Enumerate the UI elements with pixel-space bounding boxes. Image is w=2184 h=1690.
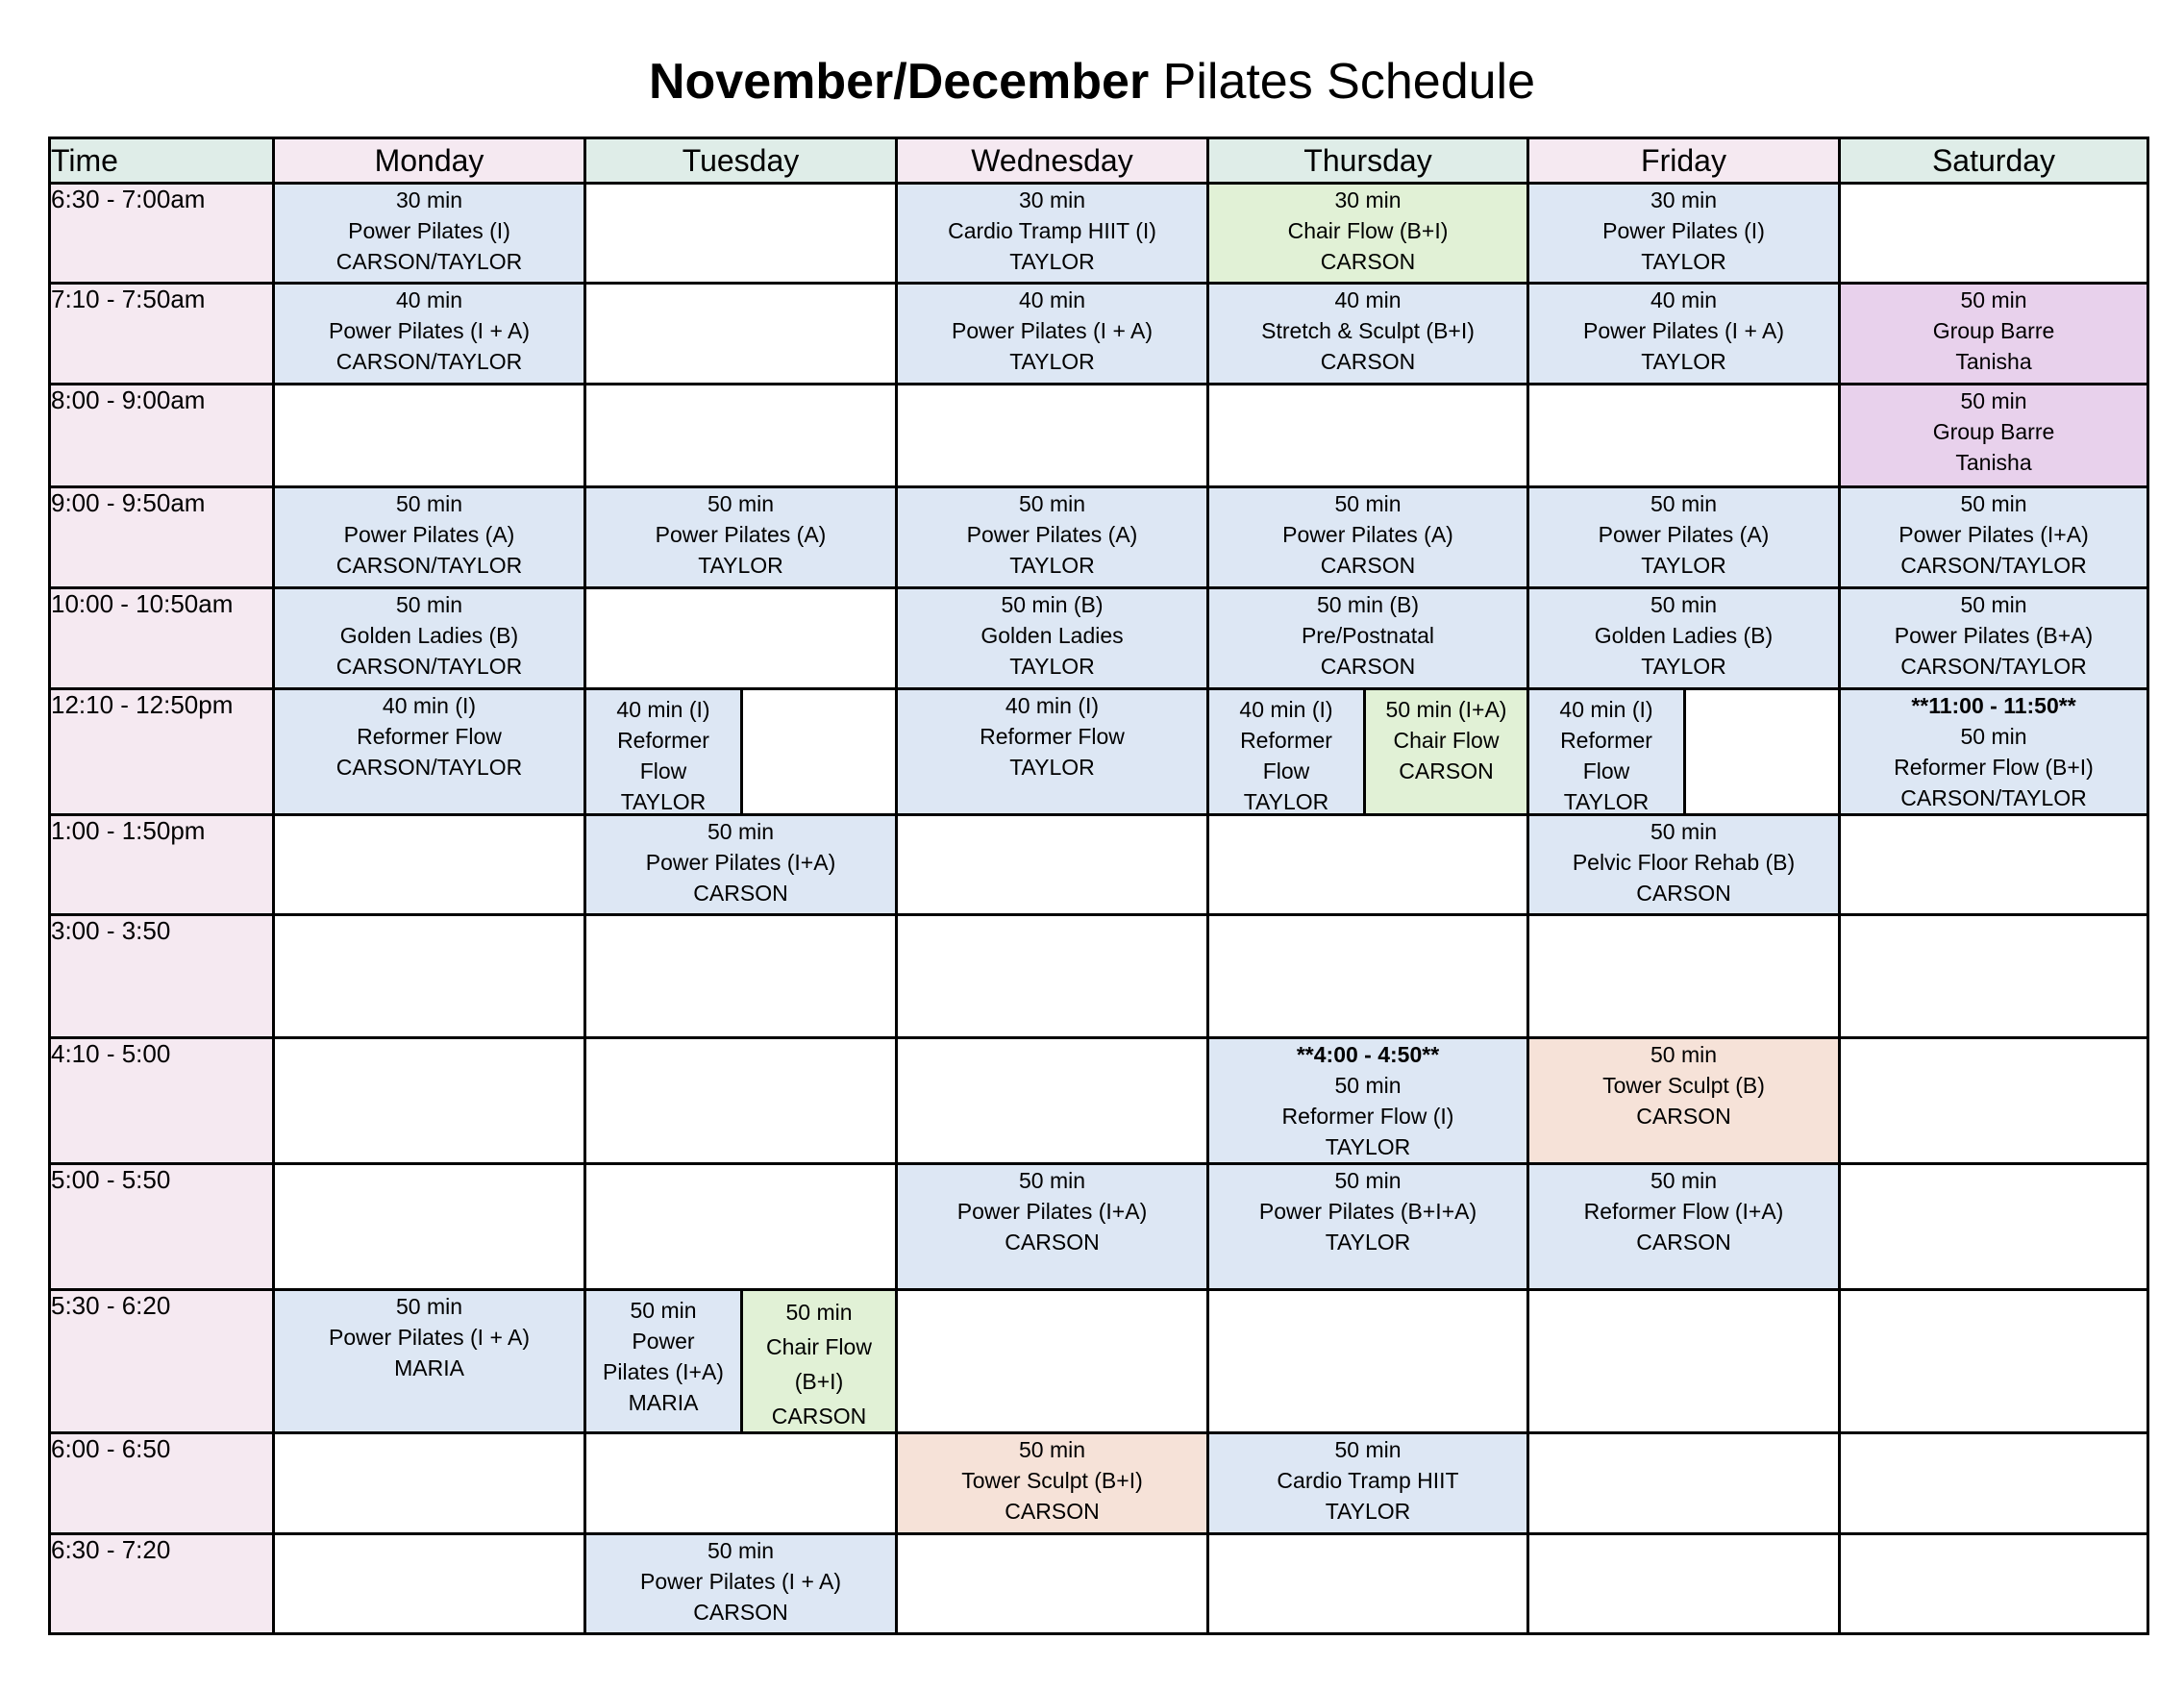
class-line: 50 min [1650, 1042, 1718, 1067]
class-line: Power Pilates (I) [1602, 218, 1765, 243]
class-line: 50 min [1334, 1168, 1402, 1193]
class-cell-friday [1528, 1433, 1840, 1534]
class-line: TAYLOR [1641, 553, 1726, 578]
class-cell-wednesday [897, 815, 1208, 915]
class-cell-saturday [1840, 588, 2148, 689]
class-line: CARSON/TAYLOR [335, 553, 523, 578]
class-line: 50 min (I+A) [1385, 697, 1507, 722]
time-slot-label: 1:00 - 1:50pm [50, 815, 274, 915]
class-cell-monday [274, 1534, 585, 1634]
class-line: Pilates (I+A) [603, 1359, 724, 1384]
time-slot-label: 6:30 - 7:20 [50, 1534, 274, 1634]
class-line: CARSON/TAYLOR [335, 654, 523, 679]
class-cell-monday [274, 1164, 585, 1290]
class-line: TAYLOR [1641, 349, 1726, 374]
class-cell-thursday [1208, 1038, 1528, 1164]
class-line: 50 min [1018, 1168, 1086, 1193]
time-slot-label: 7:10 - 7:50am [50, 284, 274, 385]
class-cell-friday [1528, 487, 1840, 588]
class-line: Golden Ladies (B) [339, 623, 519, 648]
class-line: Power Pilates (A) [1282, 522, 1453, 547]
class-cell-tuesday [585, 915, 897, 1038]
time-slot-label: 9:00 - 9:50am [50, 487, 274, 588]
class-cell-monday [274, 1038, 585, 1164]
class-cell-thursday [1208, 815, 1528, 915]
class-line: Power Pilates (I+A) [1899, 522, 2089, 547]
class-cell-tuesday [585, 1164, 897, 1290]
class-line: TAYLOR [1325, 1499, 1411, 1524]
schedule-row [50, 689, 2148, 815]
class-line: Tanisha [1955, 450, 2032, 475]
class-line: 50 min [1018, 491, 1086, 516]
class-line: 40 min (I) [616, 697, 710, 722]
schedule-row [50, 1433, 2148, 1534]
class-cell-tuesday [585, 815, 897, 915]
class-line: Power Pilates (A) [1598, 522, 1770, 547]
class-line: 30 min [1650, 187, 1718, 212]
class-cell-tuesday [585, 588, 897, 689]
time-slot-label: 6:00 - 6:50 [50, 1433, 274, 1534]
class-cell-friday [1528, 1534, 1840, 1634]
class-line: Power Pilates (I + A) [952, 318, 1153, 343]
class-line: 30 min [395, 187, 463, 212]
class-cell-monday [274, 588, 585, 689]
class-line: 40 min (I) [1005, 693, 1100, 718]
class-line: 50 min [395, 491, 463, 516]
class-cell-saturday [1840, 1534, 2148, 1634]
class-cell-wednesday [897, 588, 1208, 689]
schedule-row [50, 184, 2148, 284]
class-line: Flow [1262, 758, 1310, 783]
class-line: TAYLOR [1563, 789, 1650, 814]
class-line: TAYLOR [1009, 553, 1095, 578]
class-cell-monday [274, 487, 585, 588]
class-cell-friday [1528, 1164, 1840, 1290]
time-slot-label: 5:30 - 6:20 [50, 1290, 274, 1433]
class-cell-saturday [1840, 815, 2148, 915]
class-line: Flow [1582, 758, 1630, 783]
class-cell-thursday [1208, 284, 1528, 385]
class-line: Power Pilates (B+I+A) [1258, 1199, 1477, 1224]
class-line: MARIA [628, 1390, 699, 1415]
class-cell-thursday [1208, 588, 1528, 689]
class-cell-friday [1528, 184, 1840, 284]
class-cell-wednesday [897, 284, 1208, 385]
class-cell-tuesday [585, 1433, 897, 1534]
class-line: 50 min [707, 1538, 775, 1563]
class-line: 50 min [707, 819, 775, 844]
class-line: TAYLOR [698, 553, 783, 578]
class-line: CARSON [1005, 1499, 1100, 1524]
class-sub-cell [740, 690, 895, 813]
class-line: Power Pilates (I+A) [956, 1199, 1148, 1224]
class-line: TAYLOR [1325, 1230, 1411, 1255]
class-cell-saturday [1840, 1038, 2148, 1164]
class-line: MARIA [394, 1355, 464, 1380]
class-line: 50 min [785, 1300, 853, 1325]
class-line: CARSON [1399, 758, 1494, 783]
class-line: Tower Sculpt (B+I) [961, 1468, 1143, 1493]
class-cell-saturday [1840, 184, 2148, 284]
class-line: Group Barre [1932, 419, 2055, 444]
class-line: 50 min [1960, 592, 2027, 617]
class-cell-wednesday [897, 1038, 1208, 1164]
class-cell-wednesday [897, 689, 1208, 815]
class-cell-wednesday [897, 1290, 1208, 1433]
class-line: CARSON/TAYLOR [1900, 553, 2087, 578]
class-line: Tower Sculpt (B) [1602, 1073, 1765, 1098]
class-cell-thursday [1208, 1433, 1528, 1534]
class-line: 40 min [395, 287, 463, 312]
schedule-row [50, 1290, 2148, 1433]
schedule-row [50, 915, 2148, 1038]
class-line: Flow [639, 758, 687, 783]
class-line: 50 min [630, 1298, 697, 1323]
header-wednesday: Wednesday [897, 138, 1208, 184]
class-line: TAYLOR [1325, 1134, 1411, 1159]
class-line: CARSON/TAYLOR [1900, 785, 2087, 810]
class-line: Reformer [1560, 728, 1652, 753]
class-cell-monday [274, 1433, 585, 1534]
class-cell-friday [1528, 1038, 1840, 1164]
time-slot-label: 5:00 - 5:50 [50, 1164, 274, 1290]
class-line: Reformer [1240, 728, 1332, 753]
class-line: Stretch & Sculpt (B+I) [1261, 318, 1475, 343]
class-line: 50 min [1960, 724, 2027, 749]
class-line: Cardio Tramp HIIT (I) [948, 218, 1156, 243]
schedule-row [50, 815, 2148, 915]
class-cell-monday [274, 284, 585, 385]
time-slot-label: 8:00 - 9:00am [50, 385, 274, 487]
class-line: Reformer [617, 728, 709, 753]
class-line: TAYLOR [1641, 654, 1726, 679]
class-cell-friday [1528, 689, 1840, 815]
time-slot-label: 6:30 - 7:00am [50, 184, 274, 284]
title-bold: November/December [648, 54, 1150, 110]
schedule-body [50, 184, 2148, 1634]
class-cell-thursday [1208, 915, 1528, 1038]
class-cell-wednesday [897, 385, 1208, 487]
class-line: 30 min [1334, 187, 1402, 212]
class-line: Pelvic Floor Rehab (B) [1572, 850, 1796, 875]
class-cell-tuesday [585, 1534, 897, 1634]
time-slot-label: 4:10 - 5:00 [50, 1038, 274, 1164]
schedule-row [50, 284, 2148, 385]
class-cell-thursday [1208, 385, 1528, 487]
class-line: Power Pilates (B+A) [1894, 623, 2094, 648]
header-tuesday: Tuesday [585, 138, 897, 184]
class-line: CARSON [1320, 349, 1416, 374]
class-line: 40 min (I) [1239, 697, 1333, 722]
page-title [0, 50, 2184, 113]
class-line: Power Pilates (A) [343, 522, 515, 547]
header-thursday: Thursday [1208, 138, 1528, 184]
class-cell-thursday [1208, 184, 1528, 284]
class-line: 50 min [1650, 491, 1718, 516]
schedule-row [50, 487, 2148, 588]
class-cell-saturday [1840, 487, 2148, 588]
title-rest: Pilates Schedule [1149, 54, 1536, 110]
class-line: TAYLOR [1009, 654, 1095, 679]
class-cell-thursday [1208, 487, 1528, 588]
class-line: (B+I) [794, 1369, 844, 1394]
class-cell-saturday [1840, 1433, 2148, 1534]
class-line: 50 min (B) [1001, 592, 1104, 617]
class-line: 50 min [1018, 1437, 1086, 1462]
class-cell-thursday [1208, 1534, 1528, 1634]
class-line: CARSON [771, 1404, 867, 1429]
class-line: **4:00 - 4:50** [1296, 1042, 1440, 1067]
header-saturday: Saturday [1840, 138, 2148, 184]
class-cell-monday [274, 385, 585, 487]
class-cell-friday [1528, 1290, 1840, 1433]
class-line: Power Pilates (I) [348, 218, 510, 243]
class-line: Power Pilates (I+A) [645, 850, 836, 875]
class-cell-friday [1528, 385, 1840, 487]
class-cell-friday [1528, 588, 1840, 689]
class-line: 50 min [395, 1294, 463, 1319]
header-friday: Friday [1528, 138, 1840, 184]
class-line: CARSON [1636, 881, 1731, 906]
class-cell-thursday [1208, 689, 1528, 815]
schedule-row [50, 1534, 2148, 1634]
class-line: 50 min [1960, 491, 2027, 516]
class-line: 50 min [1960, 388, 2027, 413]
class-cell-saturday [1840, 1164, 2148, 1290]
class-line: TAYLOR [620, 789, 707, 814]
class-cell-tuesday [585, 487, 897, 588]
class-line: CARSON/TAYLOR [1900, 654, 2087, 679]
schedule-row [50, 1038, 2148, 1164]
time-slot-label: 12:10 - 12:50pm [50, 689, 274, 815]
class-line: Reformer Flow (I) [1281, 1104, 1454, 1129]
class-line: Reformer Flow (I+A) [1583, 1199, 1784, 1224]
class-line: 50 min [1334, 1437, 1402, 1462]
class-cell-tuesday [585, 284, 897, 385]
class-cell-wednesday [897, 1534, 1208, 1634]
class-line: 50 min (B) [1316, 592, 1420, 617]
class-line: CARSON [1636, 1104, 1731, 1129]
schedule-row [50, 1164, 2148, 1290]
class-cell-friday [1528, 915, 1840, 1038]
class-cell-tuesday [585, 184, 897, 284]
class-cell-tuesday [585, 1038, 897, 1164]
class-line: Power Pilates (I + A) [329, 1325, 530, 1350]
class-line: CARSON [1320, 654, 1416, 679]
class-line: 40 min [1650, 287, 1718, 312]
class-cell-wednesday [897, 1164, 1208, 1290]
class-sub-cell [1529, 690, 1683, 813]
class-sub-cell [740, 1291, 895, 1431]
class-cell-friday [1528, 284, 1840, 385]
class-sub-cell [586, 690, 740, 813]
class-line: 50 min [1334, 1073, 1402, 1098]
class-cell-tuesday [585, 385, 897, 487]
class-line: 50 min [1650, 819, 1718, 844]
class-sub-cell [586, 1291, 740, 1431]
class-line: Golden Ladies [980, 623, 1124, 648]
class-cell-wednesday [897, 487, 1208, 588]
class-cell-saturday [1840, 689, 2148, 815]
class-line: 50 min [1650, 592, 1718, 617]
class-line: CARSON [1005, 1230, 1100, 1255]
class-line: Group Barre [1932, 318, 2055, 343]
class-sub-cell [1683, 690, 1838, 813]
class-cell-saturday [1840, 915, 2148, 1038]
class-cell-tuesday [585, 1290, 897, 1433]
class-line: Tanisha [1955, 349, 2032, 374]
class-cell-thursday [1208, 1164, 1528, 1290]
schedule-table [48, 137, 2149, 1635]
class-line: CARSON/TAYLOR [335, 349, 523, 374]
class-line: Pre/Postnatal [1301, 623, 1435, 648]
class-line: 50 min [1960, 287, 2027, 312]
class-line: CARSON [1636, 1230, 1731, 1255]
class-line: 50 min [1334, 491, 1402, 516]
class-line: Power Pilates (I + A) [329, 318, 530, 343]
class-line: 40 min [1018, 287, 1086, 312]
class-cell-wednesday [897, 1433, 1208, 1534]
class-line: Power Pilates (I + A) [1583, 318, 1784, 343]
class-line: 50 min [707, 491, 775, 516]
class-cell-wednesday [897, 184, 1208, 284]
header-row [50, 138, 2148, 184]
class-line: TAYLOR [1641, 249, 1726, 274]
time-slot-label: 10:00 - 10:50am [50, 588, 274, 689]
schedule-row [50, 385, 2148, 487]
class-line: CARSON/TAYLOR [335, 755, 523, 780]
class-cell-saturday [1840, 385, 2148, 487]
class-line: Chair Flow (B+I) [1287, 218, 1449, 243]
class-line: Power [632, 1329, 695, 1354]
class-line: Cardio Tramp HIIT [1277, 1468, 1459, 1493]
class-line: 40 min (I) [1559, 697, 1653, 722]
class-line: Chair Flow [766, 1334, 872, 1359]
class-line: 40 min [1334, 287, 1402, 312]
class-line: 50 min [395, 592, 463, 617]
class-cell-monday [274, 184, 585, 284]
class-line: Reformer Flow [357, 724, 502, 749]
class-line: CARSON [693, 1600, 788, 1625]
class-line: Power Pilates (A) [966, 522, 1138, 547]
class-cell-tuesday [585, 689, 897, 815]
class-line: CARSON [1320, 553, 1416, 578]
class-cell-monday [274, 1290, 585, 1433]
class-line: CARSON [1320, 249, 1416, 274]
class-cell-monday [274, 915, 585, 1038]
class-cell-monday [274, 815, 585, 915]
class-sub-cell [1209, 690, 1363, 813]
class-cell-wednesday [897, 915, 1208, 1038]
class-line: CARSON [693, 881, 788, 906]
class-line: 50 min [1650, 1168, 1718, 1193]
class-line: Reformer Flow (B+I) [1894, 755, 2094, 780]
class-line: Chair Flow [1393, 728, 1500, 753]
class-line: 40 min (I) [382, 693, 477, 718]
class-line: 30 min [1018, 187, 1086, 212]
class-line: TAYLOR [1009, 249, 1095, 274]
class-line: Power Pilates (I + A) [640, 1569, 841, 1594]
schedule-row [50, 588, 2148, 689]
class-cell-saturday [1840, 1290, 2148, 1433]
class-line: **11:00 - 11:50** [1911, 693, 2076, 718]
header-time: Time [50, 138, 274, 184]
class-cell-monday [274, 689, 585, 815]
class-line: CARSON/TAYLOR [335, 249, 523, 274]
class-line: TAYLOR [1009, 755, 1095, 780]
class-line: Reformer Flow [980, 724, 1125, 749]
class-cell-saturday [1840, 284, 2148, 385]
class-cell-friday [1528, 815, 1840, 915]
time-slot-label: 3:00 - 3:50 [50, 915, 274, 1038]
class-line: TAYLOR [1243, 789, 1329, 814]
header-monday: Monday [274, 138, 585, 184]
class-sub-cell [1363, 690, 1526, 813]
class-line: Golden Ladies (B) [1594, 623, 1774, 648]
class-line: Power Pilates (A) [655, 522, 827, 547]
class-cell-thursday [1208, 1290, 1528, 1433]
class-line: TAYLOR [1009, 349, 1095, 374]
